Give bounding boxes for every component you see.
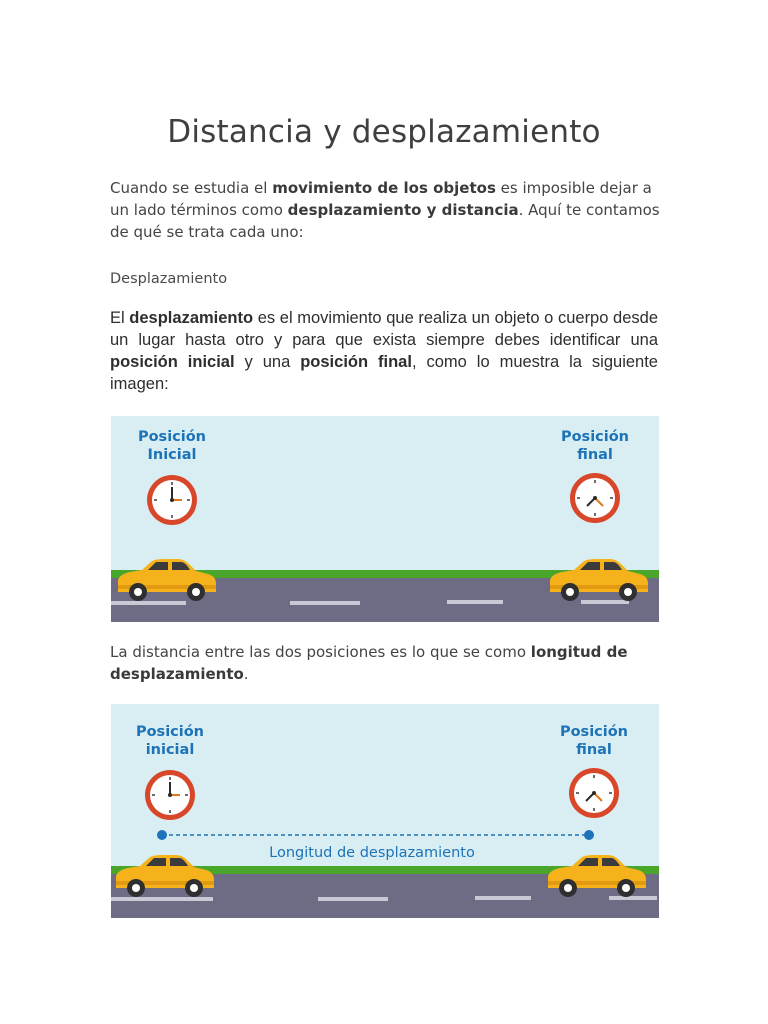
intro-text-3: . Aquí te contamos de qué se trata cada uno: (110, 201, 660, 241)
right-position-label-line1: Posición (559, 724, 629, 740)
caption-bold-1: longitud de desplazamiento (110, 643, 628, 683)
illustration-2 (111, 704, 659, 918)
clock-icon (145, 770, 195, 820)
definition-paragraph (110, 307, 658, 395)
road-marking (475, 896, 531, 900)
definition-text-3: y una (234, 353, 301, 371)
caption-text-1: La distancia entre las dos posiciones es lo que se como (110, 643, 531, 661)
figure-initial-final-positions (111, 416, 659, 622)
figure-displacement-length (111, 704, 659, 918)
road-marking (111, 897, 213, 901)
intro-paragraph (110, 177, 660, 243)
intro-text-1: Cuando se estudia el (110, 179, 273, 197)
definition-text-4: , como lo muestra la siguiente imagen: (110, 353, 658, 393)
caption-text-2: . (243, 665, 249, 683)
road-marking (581, 600, 629, 604)
clock-icon (570, 473, 620, 523)
definition-text-1: El (110, 309, 130, 327)
road-marking (318, 897, 388, 901)
intro-bold-2: desplazamiento y distancia (287, 201, 519, 219)
definition-bold-3: posición final (300, 353, 412, 371)
illustration-1 (111, 416, 659, 622)
road-marking (447, 600, 503, 604)
section-heading: Desplazamiento (110, 271, 228, 287)
intro-bold-1: movimiento de los objetos (272, 179, 496, 197)
left-position-label-line2: Inicial (147, 447, 197, 463)
definition-bold-2: posición inicial (110, 353, 235, 371)
definition-text-2: es el movimiento que realiza un objeto o cuerpo desde un lugar hasta otro y para que exista siempre debes identificar una (110, 309, 658, 349)
definition-bold-1: desplazamiento (129, 309, 254, 327)
clock-icon (569, 768, 619, 818)
displacement-length-label: Longitud de desplazamiento (269, 845, 475, 861)
caption-paragraph (110, 641, 660, 685)
clock-icon (147, 475, 197, 525)
road-marking (111, 601, 186, 605)
page-title: Distancia y desplazamiento (167, 114, 601, 150)
left-position-label-line1: Posición (137, 429, 207, 445)
intro-text-2: es imposible dejar a un lado términos como (110, 179, 652, 219)
right-position-label-line1: Posición (560, 429, 630, 445)
left-position-label-line2: inicial (145, 742, 195, 758)
right-position-label-line2: final (577, 447, 613, 463)
road-marking (290, 601, 360, 605)
road-marking (609, 896, 657, 900)
right-position-label-line2: final (576, 742, 612, 758)
left-position-label-line1: Posición (135, 724, 205, 740)
